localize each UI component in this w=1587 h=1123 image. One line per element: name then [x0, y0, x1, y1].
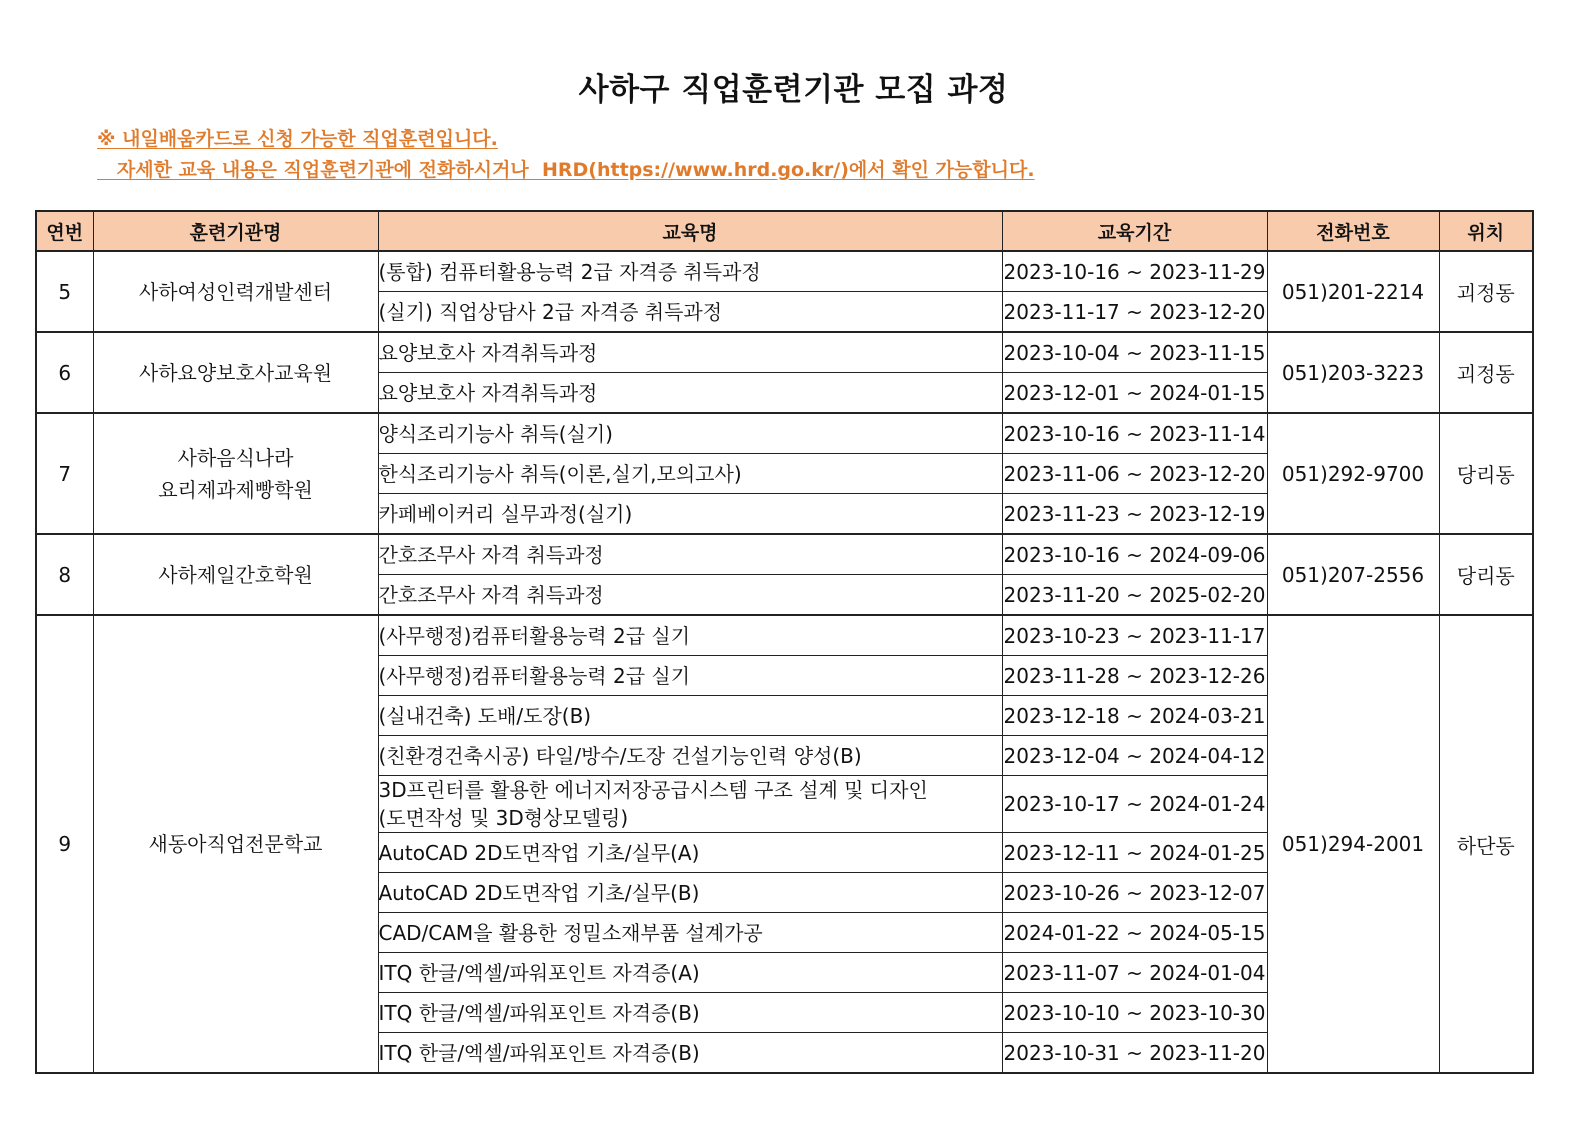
- notice-line-hrd: 자세한 교육 내용은 직업훈련기관에 전화하시거나 HRD(https://www.hrd.go.kr/)에서 확인 가능합니다.: [97, 159, 1035, 181]
- course-period: 2023-10-04 ~ 2023-11-15: [1002, 332, 1267, 373]
- course-period: 2024-01-22 ~ 2024-05-15: [1002, 913, 1267, 953]
- course-period: 2023-10-16 ~ 2023-11-14: [1002, 413, 1267, 454]
- course-period: 2023-11-23 ~ 2023-12-19: [1002, 494, 1267, 535]
- phone-number: 051)294-2001: [1267, 615, 1439, 1073]
- course-period: 2023-10-16 ~ 2023-11-29: [1002, 251, 1267, 292]
- course-name: (실기) 직업상담사 2급 자격증 취득과정: [378, 292, 1002, 333]
- training-table: [35, 210, 1534, 1074]
- course-name: 요양보호사 자격취득과정: [378, 332, 1002, 373]
- phone-number: 051)292-9700: [1267, 413, 1439, 534]
- location: 괴정동: [1439, 251, 1533, 332]
- course-period: 2023-12-01 ~ 2024-01-15: [1002, 373, 1267, 414]
- course-name-line: 3D프린터를 활용한 에너지저장공급시스템 구조 설계 및 디자인: [378, 778, 928, 802]
- course-name: (사무행정)컴퓨터활용능력 2급 실기: [378, 615, 1002, 656]
- notice-block: [97, 124, 1035, 186]
- phone-number: 051)203-3223: [1267, 332, 1439, 413]
- course-period: 2023-10-16 ~ 2024-09-06: [1002, 534, 1267, 575]
- table-row: [36, 615, 1533, 656]
- course-name: (실내건축) 도배/도장(B): [378, 696, 1002, 736]
- course-name: ITQ 한글/엑셀/파워포인트 자격증(A): [378, 953, 1002, 993]
- course-period: 2023-12-11 ~ 2024-01-25: [1002, 833, 1267, 873]
- header-location: 위치: [1439, 211, 1533, 251]
- course-period: 2023-10-10 ~ 2023-10-30: [1002, 993, 1267, 1033]
- course-name: 한식조리기능사 취득(이론,실기,모의고사): [378, 454, 1002, 494]
- org-name-line: 사하음식나라: [177, 445, 294, 470]
- row-no: 5: [36, 251, 93, 332]
- course-period: 2023-12-18 ~ 2024-03-21: [1002, 696, 1267, 736]
- course-name: ITQ 한글/엑셀/파워포인트 자격증(B): [378, 993, 1002, 1033]
- course-period: 2023-12-04 ~ 2024-04-12: [1002, 736, 1267, 776]
- course-name: 양식조리기능사 취득(실기): [378, 413, 1002, 454]
- location: 하단동: [1439, 615, 1533, 1073]
- location: 당리동: [1439, 534, 1533, 615]
- row-no: 9: [36, 615, 93, 1073]
- course-period: 2023-10-23 ~ 2023-11-17: [1002, 615, 1267, 656]
- row-no: 7: [36, 413, 93, 534]
- table-header-row: [36, 211, 1533, 251]
- course-name: 요양보호사 자격취득과정: [378, 373, 1002, 414]
- header-no: 연번: [36, 211, 93, 251]
- header-period: 교육기간: [1002, 211, 1267, 251]
- org-name-line: 요리제과제빵학원: [158, 477, 313, 502]
- header-course: 교육명: [378, 211, 1002, 251]
- org-name: 사하여성인력개발센터: [93, 251, 378, 332]
- table-row: [36, 413, 1533, 454]
- course-name: AutoCAD 2D도면작업 기초/실무(B): [378, 873, 1002, 913]
- location: 당리동: [1439, 413, 1533, 534]
- course-period: 2023-11-07 ~ 2024-01-04: [1002, 953, 1267, 993]
- phone-number: 051)207-2556: [1267, 534, 1439, 615]
- table-row: [36, 251, 1533, 292]
- table-row: [36, 534, 1533, 575]
- header-phone: 전화번호: [1267, 211, 1439, 251]
- course-name: (사무행정)컴퓨터활용능력 2급 실기: [378, 656, 1002, 696]
- course-name: 간호조무사 자격 취득과정: [378, 575, 1002, 616]
- header-org: 훈련기관명: [93, 211, 378, 251]
- table-row: [36, 332, 1533, 373]
- notice-line-card: ※ 내일배움카드로 신청 가능한 직업훈련입니다.: [97, 128, 498, 150]
- page-title: 사하구 직업훈련기관 모집 과정: [578, 72, 1009, 108]
- course-period: 2023-11-06 ~ 2023-12-20: [1002, 454, 1267, 494]
- row-no: 8: [36, 534, 93, 615]
- course-name: ITQ 한글/엑셀/파워포인트 자격증(B): [378, 1033, 1002, 1074]
- course-name: (통합) 컴퓨터활용능력 2급 자격증 취득과정: [378, 251, 1002, 292]
- course-name: 간호조무사 자격 취득과정: [378, 534, 1002, 575]
- course-period: 2023-10-26 ~ 2023-12-07: [1002, 873, 1267, 913]
- course-period: 2023-11-28 ~ 2023-12-26: [1002, 656, 1267, 696]
- row-no: 6: [36, 332, 93, 413]
- course-name: AutoCAD 2D도면작업 기초/실무(A): [378, 833, 1002, 873]
- org-name: 새동아직업전문학교: [93, 615, 378, 1073]
- location: 괴정동: [1439, 332, 1533, 413]
- phone-number: 051)201-2214: [1267, 251, 1439, 332]
- course-name: [378, 776, 1002, 833]
- org-name: 사하제일간호학원: [93, 534, 378, 615]
- course-name: CAD/CAM을 활용한 정밀소재부품 설계가공: [378, 913, 1002, 953]
- org-name: [93, 413, 378, 534]
- course-name-line: (도면작성 및 3D형상모델링): [378, 806, 629, 830]
- org-name: 사하요양보호사교육원: [93, 332, 378, 413]
- course-period: 2023-11-20 ~ 2025-02-20: [1002, 575, 1267, 616]
- course-name: (친환경건축시공) 타일/방수/도장 건설기능인력 양성(B): [378, 736, 1002, 776]
- course-period: 2023-10-17 ~ 2024-01-24: [1002, 776, 1267, 833]
- course-period: 2023-10-31 ~ 2023-11-20: [1002, 1033, 1267, 1074]
- course-name: 카페베이커리 실무과정(실기): [378, 494, 1002, 535]
- course-period: 2023-11-17 ~ 2023-12-20: [1002, 292, 1267, 333]
